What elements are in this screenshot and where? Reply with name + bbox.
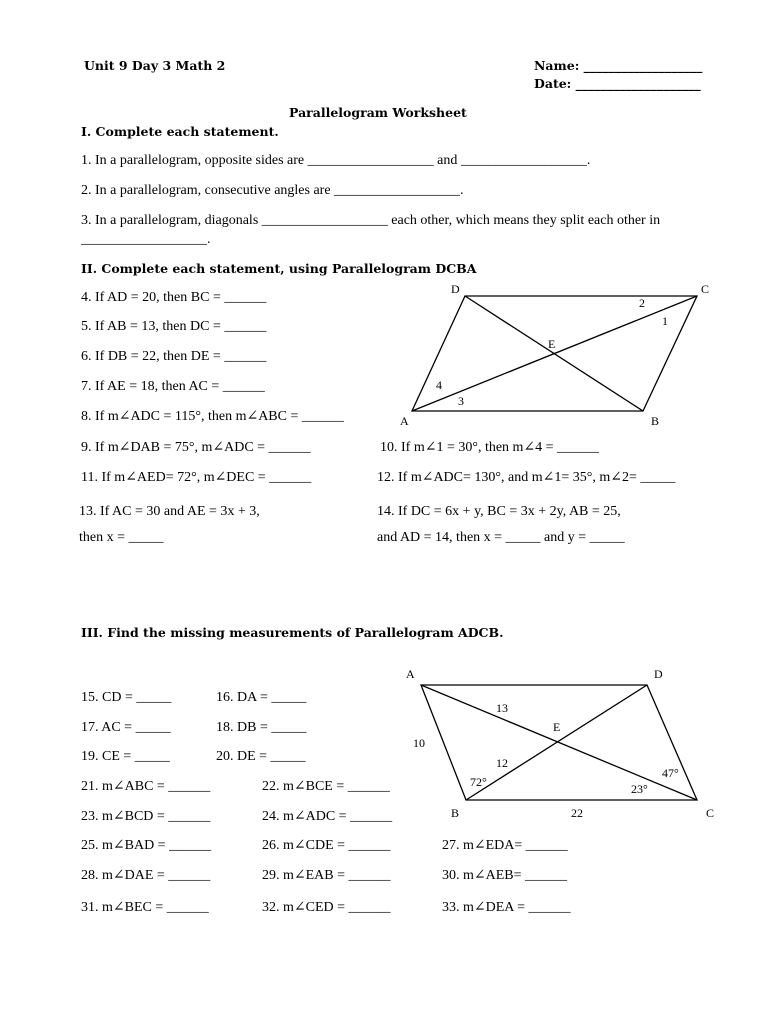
question-11: 11. If m∠AED= 72°, m∠DEC = ______ <box>81 470 312 485</box>
question-6: 6. If DB = 22, then DE = ______ <box>81 349 267 364</box>
question-8: 8. If m∠ADC = 115°, then m∠ABC = ______ <box>81 409 344 424</box>
question-17: 17. AC = _____ <box>81 720 171 735</box>
question-15: 15. CD = _____ <box>81 690 172 705</box>
question-3-line2: __________________. <box>81 232 211 247</box>
question-14-line2: and AD = 14, then x = _____ and y = _____ <box>377 530 625 545</box>
angle-label-72: 72° <box>470 775 487 789</box>
question-14-line1: 14. If DC = 6x + y, BC = 3x + 2y, AB = 25, <box>377 504 621 519</box>
question-28: 28. m∠DAE = ______ <box>81 868 211 883</box>
question-31: 31. m∠BEC = ______ <box>81 900 209 915</box>
question-4: 4. If AD = 20, then BC = ______ <box>81 290 267 305</box>
question-19: 19. CE = _____ <box>81 749 170 764</box>
vertex-label-d-2: D <box>654 667 663 681</box>
vertex-label-b: B <box>651 414 660 428</box>
unit-label: Unit 9 Day 3 Math 2 <box>84 58 226 73</box>
vertex-label-a-2: A <box>406 667 415 681</box>
question-33: 33. m∠DEA = ______ <box>442 900 571 915</box>
date-field[interactable]: Date: ____________________ <box>534 76 701 91</box>
intersection-label-e-2: E <box>553 720 561 734</box>
question-9: 9. If m∠DAB = 75°, m∠ADC = ______ <box>81 440 311 455</box>
question-13-line2: then x = _____ <box>79 530 164 545</box>
angle-label-1: 1 <box>662 314 668 328</box>
section1-heading: I. Complete each statement. <box>81 124 279 139</box>
vertex-label-c: C <box>701 282 710 296</box>
question-7: 7. If AE = 18, then AC = ______ <box>81 379 265 394</box>
angle-label-4: 4 <box>436 378 442 392</box>
question-10: 10. If m∠1 = 30°, then m∠4 = ______ <box>380 440 600 455</box>
question-12: 12. If m∠ADC= 130°, and m∠1= 35°, m∠2= _____ <box>377 470 676 485</box>
segment-label-10: 10 <box>413 736 425 750</box>
question-27: 27. m∠EDA= ______ <box>442 838 568 853</box>
section2-heading: II. Complete each statement, using Parallelogram DCBA <box>81 261 477 276</box>
question-2: 2. In a parallelogram, consecutive angles are __________________. <box>81 183 464 198</box>
diagonal-ac-2 <box>421 685 697 800</box>
intersection-label-e: E <box>548 337 556 351</box>
angle-label-23: 23° <box>631 782 648 796</box>
diagonal-db-2 <box>466 685 647 800</box>
question-30: 30. m∠AEB= ______ <box>442 868 568 883</box>
segment-label-12: 12 <box>496 756 508 770</box>
question-13-line1: 13. If AC = 30 and AE = 3x + 3, <box>79 504 260 519</box>
question-29: 29. m∠EAB = ______ <box>262 868 391 883</box>
question-26: 26. m∠CDE = ______ <box>262 838 391 853</box>
question-24: 24. m∠ADC = ______ <box>262 809 393 824</box>
vertex-label-d: D <box>451 282 460 296</box>
vertex-label-c-2: C <box>706 806 715 820</box>
vertex-label-b-2: B <box>451 806 460 820</box>
segment-label-22: 22 <box>571 806 583 820</box>
section3-heading: III. Find the missing measurements of Parallelogram ADCB. <box>81 625 504 640</box>
angle-label-2: 2 <box>639 296 645 310</box>
question-32: 32. m∠CED = ______ <box>262 900 391 915</box>
question-25: 25. m∠BAD = ______ <box>81 838 212 853</box>
question-3-line1: 3. In a parallelogram, diagonals __________________ each other, which means they split each other in <box>81 213 661 228</box>
name-field[interactable]: Name: ___________________ <box>534 58 703 73</box>
angle-label-47: 47° <box>662 766 679 780</box>
segment-label-13: 13 <box>496 701 508 715</box>
question-22: 22. m∠BCE = ______ <box>262 779 390 794</box>
question-1: 1. In a parallelogram, opposite sides are __________________ and __________________. <box>81 153 591 168</box>
worksheet-title: Parallelogram Worksheet <box>289 105 467 120</box>
question-5: 5. If AB = 13, then DC = ______ <box>81 319 267 334</box>
question-20: 20. DE = _____ <box>216 749 306 764</box>
question-21: 21. m∠ABC = ______ <box>81 779 211 794</box>
vertex-label-a: A <box>400 414 409 428</box>
question-18: 18. DB = _____ <box>216 720 307 735</box>
angle-label-3: 3 <box>458 394 464 408</box>
question-16: 16. DA = _____ <box>216 690 307 705</box>
question-23: 23. m∠BCD = ______ <box>81 809 211 824</box>
